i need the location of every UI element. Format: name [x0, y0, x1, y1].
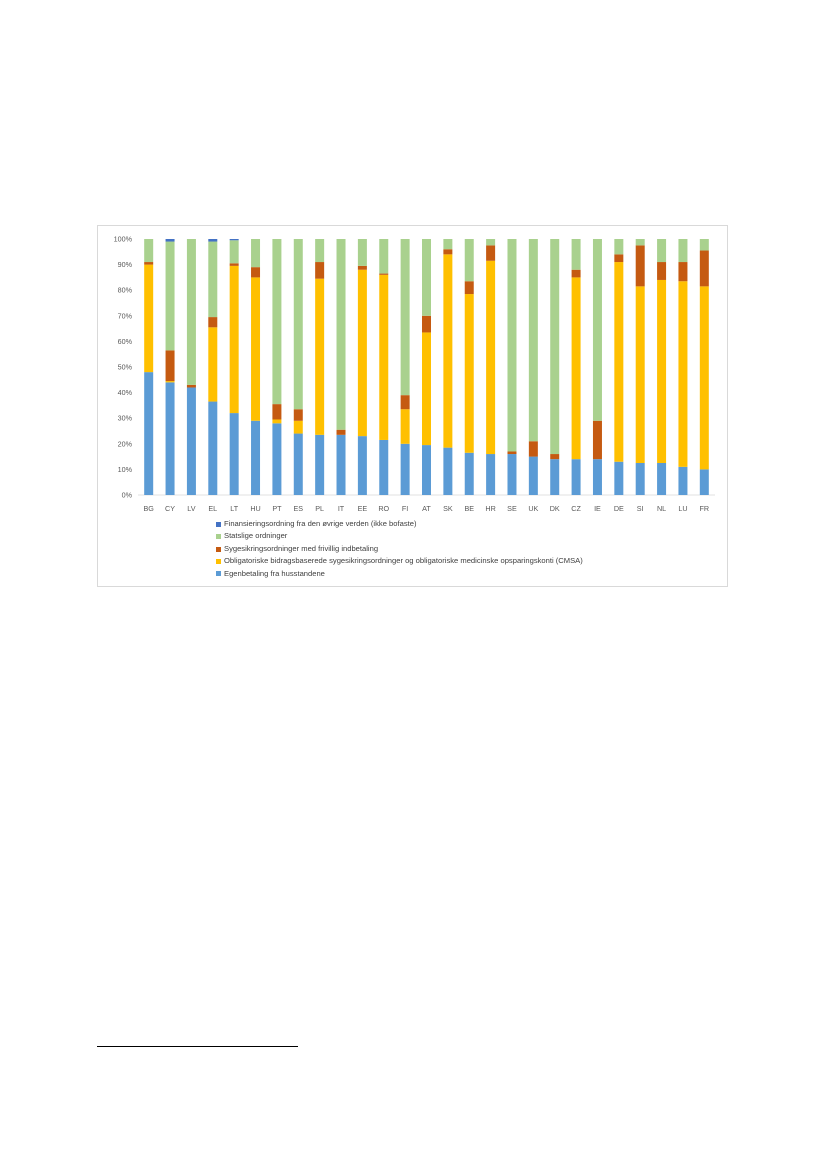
legend-swatch [216, 547, 221, 552]
bar-segment [272, 423, 281, 495]
bar-segment [187, 387, 196, 495]
x-tick-label: EE [357, 504, 368, 513]
y-tick-label: 70% [117, 311, 132, 321]
x-tick-label: IE [594, 504, 601, 513]
bar-segment [529, 239, 538, 441]
bar-segment [208, 327, 217, 401]
bar-segment [507, 454, 516, 495]
bar-segment [614, 462, 623, 495]
bar-segment [379, 440, 388, 495]
bar-segment [251, 421, 260, 495]
bar-segment [401, 239, 410, 395]
legend [216, 518, 716, 580]
bar-segment [550, 239, 559, 454]
legend-label: Obligatoriske bidragsbaserede sygesikringsordninger og obligatoriske medicinske opsparingskonti (CMSA) [224, 556, 583, 566]
bar-segment [251, 267, 260, 277]
bar-segment [550, 459, 559, 495]
bar-segment [678, 467, 687, 495]
bar-segment [379, 239, 388, 274]
x-tick-label: IT [337, 504, 345, 513]
bar-segment [358, 239, 367, 266]
x-tick-label: BG [143, 504, 154, 513]
legend-item [216, 543, 716, 555]
x-tick-label: HU [250, 504, 261, 513]
bar-segment [443, 448, 452, 495]
x-tick-label: CY [165, 504, 176, 513]
bar-segment [465, 294, 474, 453]
x-tick-label: HR [485, 504, 496, 513]
x-tick-label: RO [378, 504, 390, 513]
bar-segment [208, 402, 217, 495]
bar-segment [294, 434, 303, 495]
bar-segment [678, 239, 687, 262]
y-tick-label: 90% [117, 260, 132, 270]
x-tick-label: CZ [571, 504, 581, 513]
bar-segment [443, 239, 452, 249]
x-tick-label: NL [656, 504, 667, 513]
bar-segment [166, 239, 175, 242]
bar-segment [337, 435, 346, 495]
bar-segment [187, 239, 196, 385]
bar-segment [230, 263, 239, 266]
footnote-separator [97, 1046, 298, 1047]
bar-segment [208, 242, 217, 318]
bar-segment [572, 277, 581, 459]
x-tick-label: LT [230, 504, 239, 513]
bar-segment [358, 436, 367, 495]
legend-swatch [216, 522, 221, 527]
legend-swatch [216, 534, 221, 539]
bar-segment [657, 262, 666, 280]
x-tick-label: PT [272, 504, 282, 513]
x-tick-label: SK [443, 504, 453, 513]
bar-segment [144, 372, 153, 495]
bar-segment [593, 459, 602, 495]
bar-segment [572, 239, 581, 270]
bar-segment [678, 262, 687, 281]
bar-segment [272, 419, 281, 423]
bar-segment [422, 316, 431, 333]
bar-segment [486, 245, 495, 260]
legend-label: Sygesikringsordninger med frivillig indbetaling [224, 543, 379, 553]
bar-segment [422, 239, 431, 316]
x-tick-label: EL [208, 504, 218, 513]
bar-segment [379, 275, 388, 440]
x-axis [143, 504, 709, 513]
x-tick-label: DK [549, 504, 560, 513]
bar-segment [550, 454, 559, 459]
bar-segment [315, 279, 324, 435]
legend-item [216, 518, 716, 530]
bar-segment [144, 239, 153, 262]
bar-segment [614, 239, 623, 254]
bar-segment [636, 239, 645, 245]
y-tick-label: 20% [117, 439, 132, 449]
x-tick-label: AT [422, 504, 431, 513]
bar-segment [401, 395, 410, 409]
bar-segment [315, 262, 324, 279]
legend-label: Egenbetaling fra husstandene [224, 568, 325, 578]
bar-segment [208, 317, 217, 327]
bar-segment [486, 239, 495, 245]
bars [144, 239, 709, 495]
y-tick-label: 50% [117, 362, 132, 372]
y-tick-label: 100% [113, 234, 132, 244]
x-tick-label: LU [678, 504, 688, 513]
legend-item [216, 555, 716, 567]
bar-segment [700, 469, 709, 495]
x-tick-label: DE [613, 504, 624, 513]
bar-segment [657, 280, 666, 463]
bar-segment [187, 385, 196, 388]
bar-segment [208, 239, 217, 242]
bar-segment [507, 239, 516, 451]
bar-segment [358, 270, 367, 436]
x-tick-label: SE [507, 504, 517, 513]
x-tick-label: UK [528, 504, 539, 513]
bar-segment [337, 430, 346, 435]
bar-segment [636, 245, 645, 286]
legend-label: Statslige ordninger [224, 531, 288, 541]
x-tick-label: PL [315, 504, 325, 513]
bar-segment [443, 249, 452, 254]
y-tick-label: 0% [121, 490, 132, 500]
bar-segment [379, 274, 388, 275]
bar-segment [529, 457, 538, 495]
legend-swatch [216, 559, 221, 564]
bar-segment [486, 454, 495, 495]
bar-segment [636, 463, 645, 495]
bar-segment [657, 239, 666, 262]
bar-segment [166, 350, 175, 381]
bar-segment [315, 435, 324, 495]
legend-item [216, 568, 716, 580]
y-tick-label: 10% [117, 464, 132, 474]
bar-segment [401, 409, 410, 444]
y-tick-label: 30% [117, 413, 132, 423]
bar-segment [443, 254, 452, 447]
bar-segment [144, 265, 153, 373]
bar-segment [337, 239, 346, 430]
y-tick-label: 40% [117, 388, 132, 398]
bar-segment [166, 381, 175, 382]
bar-segment [572, 270, 581, 278]
bar-segment [657, 463, 666, 495]
x-tick-label: FR [699, 504, 710, 513]
y-axis [114, 235, 715, 500]
legend-swatch [216, 571, 221, 576]
bar-segment [230, 240, 239, 263]
chart-container [97, 225, 728, 587]
bar-segment [358, 266, 367, 270]
bar-segment [272, 404, 281, 419]
bar-segment [593, 421, 602, 459]
bar-segment [422, 445, 431, 495]
bar-segment [230, 413, 239, 495]
bar-segment [593, 239, 602, 421]
bar-segment [315, 239, 324, 262]
bar-segment [166, 382, 175, 495]
bar-segment [465, 239, 474, 281]
bar-segment [294, 421, 303, 434]
bar-segment [636, 286, 645, 463]
bar-segment [507, 451, 516, 454]
bar-segment [251, 239, 260, 267]
bar-segment [294, 239, 303, 409]
legend-item [216, 530, 716, 542]
y-tick-label: 60% [117, 336, 132, 346]
bar-segment [465, 453, 474, 495]
bar-segment [251, 277, 260, 420]
bar-segment [465, 281, 474, 294]
x-tick-label: ES [293, 504, 304, 513]
y-tick-label: 80% [117, 285, 132, 295]
bar-segment [230, 266, 239, 413]
legend-label: Finansieringsordning fra den øvrige verden (ikke bofaste) [224, 519, 417, 528]
bar-segment [614, 262, 623, 462]
bar-segment [486, 261, 495, 454]
bar-segment [272, 239, 281, 404]
bar-segment [572, 459, 581, 495]
bar-segment [230, 239, 239, 240]
bar-segment [401, 444, 410, 495]
bar-segment [144, 262, 153, 265]
bar-segment [678, 281, 687, 467]
x-tick-label: BE [464, 504, 475, 513]
x-tick-label: LV [187, 504, 196, 513]
bar-segment [614, 254, 623, 262]
bar-segment [700, 286, 709, 469]
bar-segment [700, 251, 709, 287]
x-tick-label: SI [636, 504, 644, 513]
bar-segment [422, 332, 431, 445]
bar-segment [294, 409, 303, 421]
bar-segment [166, 242, 175, 351]
x-tick-label: FI [401, 504, 409, 513]
bar-segment [700, 239, 709, 251]
bar-segment [529, 441, 538, 456]
